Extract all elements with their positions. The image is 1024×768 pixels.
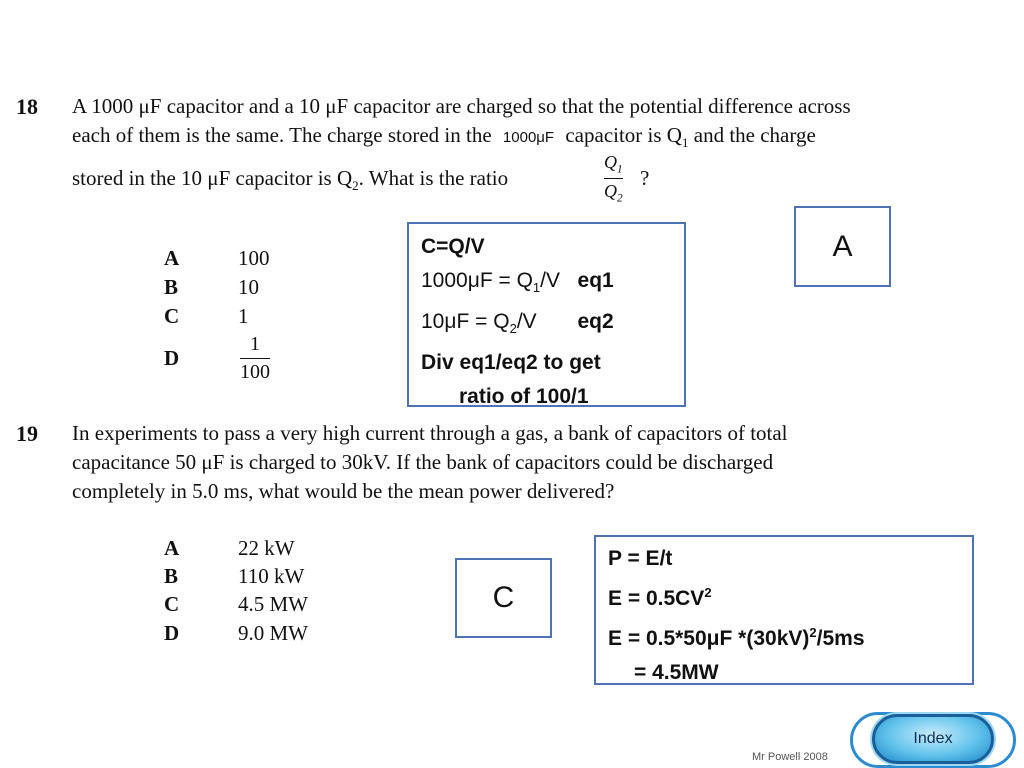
q18-working-line-3: $10\mu F = Q_2/V$ eq2 <box>421 310 614 337</box>
q18-option-c-letter: C <box>164 304 180 328</box>
q18-option-d-fraction <box>240 333 270 384</box>
q18-ratio-fraction <box>604 152 623 204</box>
q18-working-eq1: eq1 <box>577 269 614 292</box>
q18-option-a-value: 100 <box>238 246 270 270</box>
q18-line-3-start: stored in the 10 μF capacitor is Q <box>72 166 353 190</box>
q19-number: 19 <box>16 421 38 446</box>
q19-option-c-value: 4.5 MW <box>238 592 308 616</box>
q18-line-2-mid: capacitor is Q <box>565 123 682 147</box>
q18-working-box <box>407 222 686 407</box>
q19-option-c-letter: C <box>164 592 180 616</box>
q18-number: 18 <box>16 94 38 119</box>
q19-working-line-2: $E = 0.5CV^2$ <box>608 585 712 610</box>
q19-line-3: completely in 5.0 ms, what would be the mean power delivered? <box>72 479 615 503</box>
q19-working-line-3: E = 0.5*50μF $*(30kV)^2/5ms$ <box>608 625 865 650</box>
q18-line-2 <box>72 123 816 151</box>
q18-working-line-2: $1000\mu F = Q_1/V$ eq1 <box>421 269 614 296</box>
index-button[interactable]: Index <box>872 714 994 764</box>
q19-line-2: capacitance 50 μF is charged to 30kV. If the bank of capacitors could be discharged <box>72 450 774 474</box>
footer-credit: Mr Powell 2008 <box>752 751 828 763</box>
q18-question-mark: ? <box>640 166 650 190</box>
q18-option-c-value: 1 <box>238 304 249 328</box>
q18-frac-denominator: $Q_2$ <box>604 180 623 205</box>
q18-line-2-sub: 1 <box>681 135 689 151</box>
q18-line-3-sub: 2 <box>352 178 359 194</box>
q18-working-line-4: Div eq1/eq2 to get <box>421 351 601 375</box>
q18-line-3-end: . What is the ratio <box>358 166 509 190</box>
q18-option-b-value: 10 <box>238 275 259 299</box>
q18-option-d-denominator: 100 <box>240 361 270 383</box>
q18-line-1: A 1000 μF capacitor and a 10 μF capacitor are charged so that the potential difference across <box>72 94 851 118</box>
q18-working-line-5: ratio of 100/1 <box>459 385 589 409</box>
q18-line-2-start: each of them is the same. The charge stored in the <box>72 123 492 147</box>
q18-option-a-letter: A <box>164 246 180 270</box>
q18-line-3 <box>72 166 508 194</box>
q19-line-1: In experiments to pass a very high current through a gas, a bank of capacitors of total <box>72 421 788 445</box>
q19-working-line-4: = 4.5MW <box>634 661 719 684</box>
q19-option-d-letter: D <box>164 621 180 645</box>
q18-answer-box: A <box>794 206 891 287</box>
q18-insert-1000uf: 1000μF <box>502 129 555 146</box>
q18-option-b-letter: B <box>164 275 179 299</box>
q19-option-d-value: 9.0 MW <box>238 621 308 645</box>
q18-working-eq2: eq2 <box>577 310 614 334</box>
q19-option-a-letter: A <box>164 536 180 560</box>
q18-frac-numerator: $Q_1$ <box>604 152 623 176</box>
q18-option-d-letter: D <box>164 346 180 370</box>
q19-answer-box: C <box>455 558 552 638</box>
q19-working-line-1: P = E/t <box>608 547 673 570</box>
q18-option-d-numerator: 1 <box>250 333 260 355</box>
q18-line-2-end: and the charge <box>688 123 816 147</box>
q19-option-b-letter: B <box>164 564 179 588</box>
q19-option-b-value: 110 kW <box>238 564 305 588</box>
q18-working-line-1: C=Q/V <box>421 235 485 258</box>
q19-option-a-value: 22 kW <box>238 536 295 560</box>
q19-working-box <box>594 535 974 685</box>
